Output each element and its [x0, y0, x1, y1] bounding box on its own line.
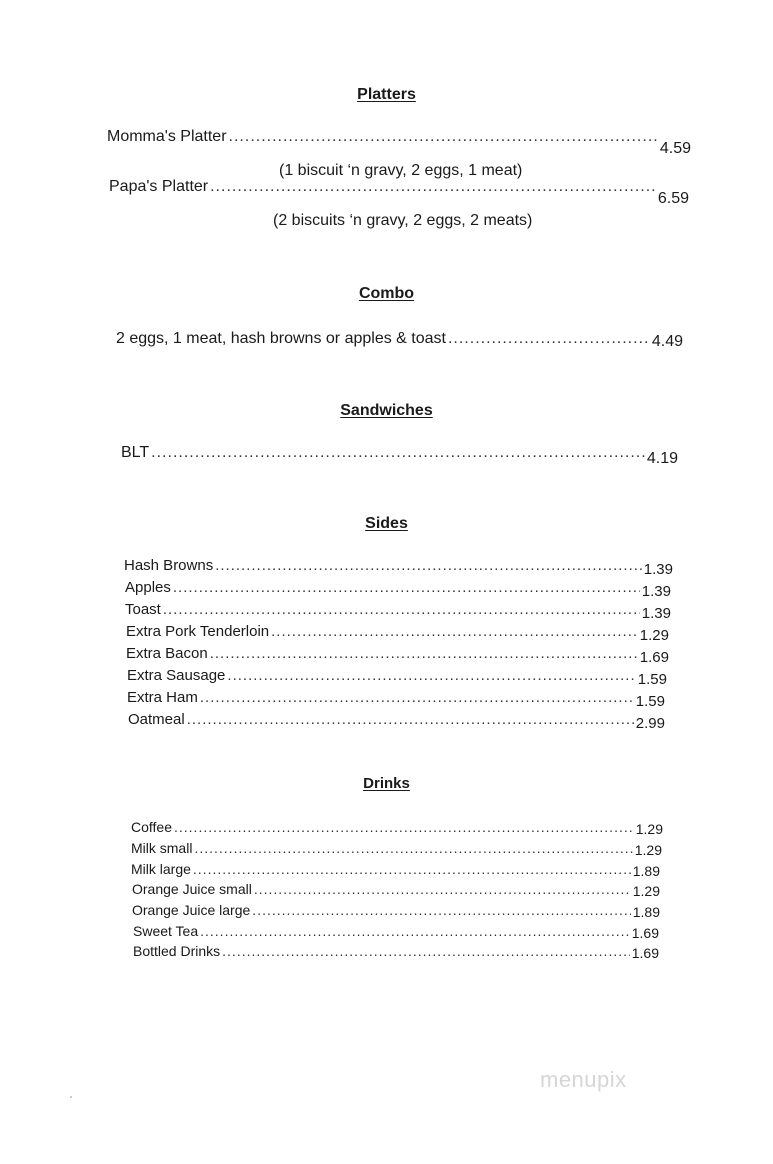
dot-leader — [222, 943, 630, 959]
item-price: 1.39 — [641, 605, 671, 622]
menu-item-orange-juice-small — [132, 881, 660, 897]
scan-speck — [70, 1096, 72, 1098]
item-price: 1.69 — [631, 925, 659, 941]
section-heading-drinks: Drinks — [363, 775, 410, 792]
dot-leader — [229, 128, 658, 146]
dot-leader — [163, 601, 640, 618]
menu-item-blt — [121, 444, 678, 467]
item-description: (2 biscuits ‘n gravy, 2 eggs, 2 meats) — [273, 212, 533, 229]
section-heading-sandwiches: Sandwiches — [340, 402, 433, 419]
menu-item-extra-sausage — [127, 667, 667, 688]
item-price: 1.59 — [635, 693, 665, 710]
dot-leader — [210, 178, 656, 196]
item-name: Sweet Tea — [133, 923, 199, 939]
dot-leader — [151, 444, 645, 462]
dot-leader — [174, 819, 634, 835]
menu-item-milk-large — [131, 861, 660, 877]
item-description: (1 biscuit ‘n gravy, 2 eggs, 1 meat) — [279, 162, 523, 179]
dot-leader — [173, 579, 640, 596]
dot-leader — [252, 902, 630, 918]
item-price: 1.29 — [634, 842, 662, 858]
menupix-watermark: menupix — [540, 1067, 627, 1092]
item-name: Apples — [125, 579, 171, 596]
dot-leader — [227, 667, 635, 684]
item-price: 1.29 — [632, 883, 660, 899]
dot-leader — [215, 557, 642, 574]
menu-item-combo — [116, 330, 683, 348]
item-name: Orange Juice small — [132, 881, 252, 897]
menu-item-apples — [125, 579, 671, 600]
dot-leader — [210, 645, 638, 662]
item-name: Extra Pork Tenderloin — [126, 623, 270, 640]
item-name: Oatmeal — [128, 711, 185, 728]
item-name: Coffee — [131, 819, 172, 835]
menu-item-extra-ham — [127, 689, 665, 710]
dot-leader — [271, 623, 638, 640]
dot-leader — [448, 330, 650, 348]
menu-item-extra-pork-tenderloin — [126, 623, 669, 644]
item-name: Extra Ham — [127, 689, 198, 706]
item-name: Extra Sausage — [127, 667, 226, 684]
item-name: 2 eggs, 1 meat, hash browns or apples & toast — [116, 330, 446, 347]
item-price: 1.89 — [632, 904, 660, 920]
item-price: 1.69 — [639, 649, 669, 666]
item-price: 1.39 — [643, 561, 673, 578]
item-price: 1.29 — [635, 821, 663, 837]
item-price: 2.99 — [635, 715, 665, 732]
section-heading-platters: Platters — [357, 86, 416, 103]
menu-item-sweet-tea — [133, 923, 659, 939]
menu-item-coffee — [131, 819, 663, 835]
item-price: 1.59 — [637, 671, 667, 688]
item-name: Extra Bacon — [126, 645, 208, 662]
dot-leader — [200, 689, 634, 706]
menu-item-papas-platter — [109, 178, 689, 207]
item-name: Momma's Platter — [107, 128, 227, 145]
item-name: Toast — [125, 601, 161, 618]
item-name: Orange Juice large — [132, 902, 251, 918]
menu-item-extra-bacon — [126, 645, 669, 666]
item-name: Milk small — [131, 840, 193, 856]
menu-item-orange-juice-large — [132, 902, 660, 918]
dot-leader — [200, 923, 630, 939]
item-price: 4.49 — [651, 333, 683, 350]
menu-item-toast — [125, 601, 671, 622]
menu-item-oatmeal — [128, 711, 665, 732]
dot-leader — [193, 861, 631, 877]
item-price: 1.89 — [632, 863, 660, 879]
dot-leader — [254, 881, 631, 897]
menu-item-milk-small — [131, 840, 662, 856]
dot-leader — [194, 840, 632, 856]
item-price: 1.69 — [631, 945, 659, 961]
section-heading-sides: Sides — [365, 515, 408, 532]
item-price: 1.29 — [639, 627, 669, 644]
item-name: Hash Browns — [124, 557, 214, 574]
item-price: 4.19 — [646, 450, 678, 467]
item-name: Bottled Drinks — [133, 943, 221, 959]
dot-leader — [187, 711, 634, 728]
item-name: Papa's Platter — [109, 178, 209, 195]
section-heading-combo: Combo — [358, 285, 415, 302]
item-price: 6.59 — [657, 190, 689, 207]
menu-item-mommas-platter — [107, 128, 691, 157]
item-price: 4.59 — [659, 140, 691, 157]
item-price: 1.39 — [641, 583, 671, 600]
menu-item-bottled-drinks — [133, 943, 659, 959]
item-name: BLT — [121, 444, 150, 461]
item-name: Milk large — [131, 861, 191, 877]
menu-item-hash-browns — [124, 557, 673, 578]
